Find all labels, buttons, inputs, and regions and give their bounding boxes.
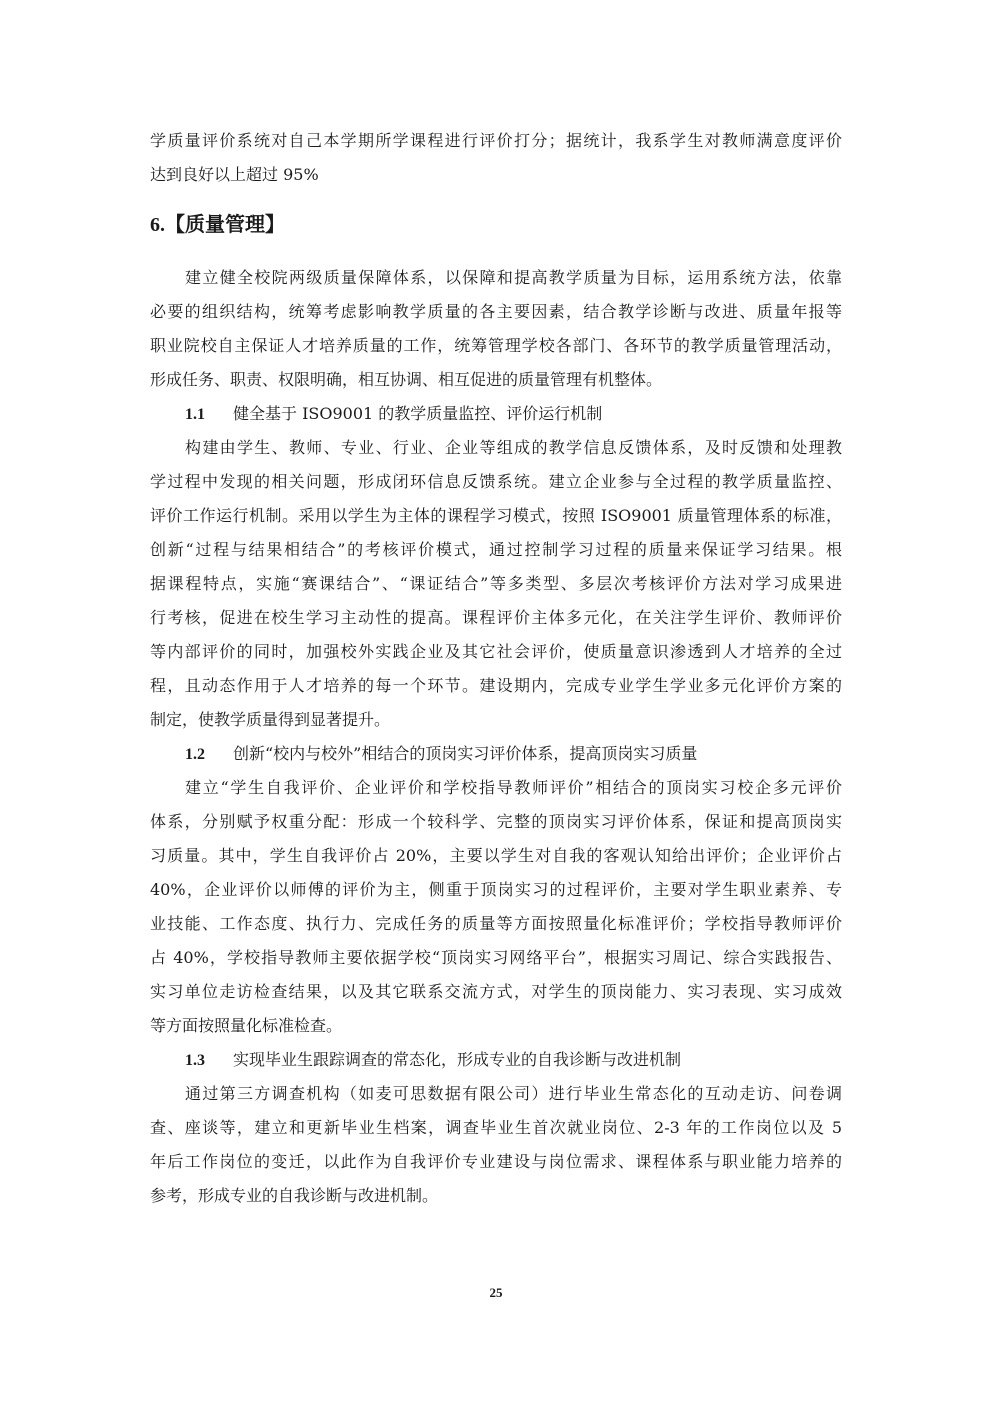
subsection-heading-1-2 xyxy=(185,744,697,765)
subsection-1-1-line: 制定，使教学质量得到显著提升。 xyxy=(150,710,391,729)
subsection-1-1-line: 据课程特点，实施“赛课结合”、“课证结合”等多类型、多层次考核评价方法对学习成果进 xyxy=(150,574,842,593)
subsection-number: 1.3 xyxy=(185,1052,205,1069)
subsection-1-1-line: 行考核，促进在校生学习主动性的提高。课程评价主体多元化，在关注学生评价、教师评价 xyxy=(150,608,842,627)
subsection-1-2-line: 实习单位走访检查结果，以及其它联系交流方式，对学生的顶岗能力、实习表现、实习成效 xyxy=(150,982,842,1001)
subsection-title: 创新“校内与校外”相结合的顶岗实习评价体系，提高顶岗实习质量 xyxy=(233,744,698,763)
subsection-heading-1-1 xyxy=(185,404,602,425)
subsection-1-1-line: 构建由学生、教师、专业、行业、企业等组成的教学信息反馈体系，及时反馈和处理教 xyxy=(185,438,842,457)
subsection-title: 健全基于 ISO9001 的教学质量监控、评价运行机制 xyxy=(233,404,603,423)
subsection-1-2-line: 占 40%，学校指导教师主要依据学校“顶岗实习网络平台”，根据实习周记、综合实践报告、 xyxy=(150,948,842,967)
subsection-1-3-line: 通过第三方调查机构（如麦可思数据有限公司）进行毕业生常态化的互动走访、问卷调 xyxy=(185,1084,842,1103)
section-paragraph-line: 职业院校自主保证人才培养质量的工作，统筹管理学校各部门、各环节的教学质量管理活动， xyxy=(150,336,842,355)
subsection-1-2-line: 体系，分别赋予权重分配：形成一个较科学、完整的顶岗实习评价体系，保证和提高顶岗实 xyxy=(150,812,842,831)
subsection-1-2-line: 建立“学生自我评价、企业评价和学校指导教师评价”相结合的顶岗实习校企多元评价 xyxy=(185,778,842,797)
section-title: 【质量管理】 xyxy=(165,212,285,236)
section-paragraph-line: 必要的组织结构，统筹考虑影响教学质量的各主要因素，结合教学诊断与改进、质量年报等 xyxy=(150,302,842,321)
page-number: 25 xyxy=(489,1285,503,1300)
subsection-1-2-line: 业技能、工作态度、执行力、完成任务的质量等方面按照量化标准评价；学校指导教师评价 xyxy=(150,914,842,933)
subsection-1-1-line: 评价工作运行机制。采用以学生为主体的课程学习模式，按照 ISO9001 质量管理体系的标准， xyxy=(150,506,842,525)
subsection-1-2-line: 等方面按照量化标准检查。 xyxy=(150,1016,343,1035)
subsection-1-3-line: 参考，形成专业的自我诊断与改进机制。 xyxy=(150,1186,439,1205)
subsection-1-3-line: 查、座谈等，建立和更新毕业生档案，调查毕业生首次就业岗位、2-3 年的工作岗位以及 5 xyxy=(150,1118,842,1137)
subsection-number: 1.2 xyxy=(185,746,205,763)
intro-line: 学质量评价系统对自己本学期所学课程进行评价打分；据统计，我系学生对教师满意度评价 xyxy=(150,131,842,150)
section-paragraph-line: 形成任务、职责、权限明确，相互协调、相互促进的质量管理有机整体。 xyxy=(150,370,663,389)
subsection-number: 1.1 xyxy=(185,406,205,423)
subsection-heading-1-3 xyxy=(185,1050,681,1071)
subsection-1-1-line: 创新“过程与结果相结合”的考核评价模式，通过控制学习过程的质量来保证学习结果。根 xyxy=(150,540,842,559)
subsection-1-2-line: 40%，企业评价以师傅的评价为主，侧重于顶岗实习的过程评价，主要对学生职业素养、专 xyxy=(150,880,842,899)
section-heading xyxy=(150,211,285,238)
subsection-1-2-line: 习质量。其中，学生自我评价占 20%，主要以学生对自我的客观认知给出评价；企业评价占 xyxy=(150,846,842,865)
subsection-title: 实现毕业生跟踪调查的常态化，形成专业的自我诊断与改进机制 xyxy=(233,1050,682,1069)
subsection-1-1-line: 程，且动态作用于人才培养的每一个环节。建设期内，完成专业学生学业多元化评价方案的 xyxy=(150,676,842,695)
subsection-1-1-line: 等内部评价的同时，加强校外实践企业及其它社会评价，使质量意识渗透到人才培养的全过 xyxy=(150,642,842,661)
intro-line: 达到良好以上超过 95% xyxy=(150,165,319,184)
section-number: 6. xyxy=(150,214,165,236)
subsection-1-3-line: 年后工作岗位的变迁，以此作为自我评价专业建设与岗位需求、课程体系与职业能力培养的 xyxy=(150,1152,842,1171)
subsection-1-1-line: 学过程中发现的相关问题，形成闭环信息反馈系统。建立企业参与全过程的教学质量监控、 xyxy=(150,472,842,491)
section-paragraph-line: 建立健全校院两级质量保障体系，以保障和提高教学质量为目标，运用系统方法，依靠 xyxy=(185,268,842,287)
